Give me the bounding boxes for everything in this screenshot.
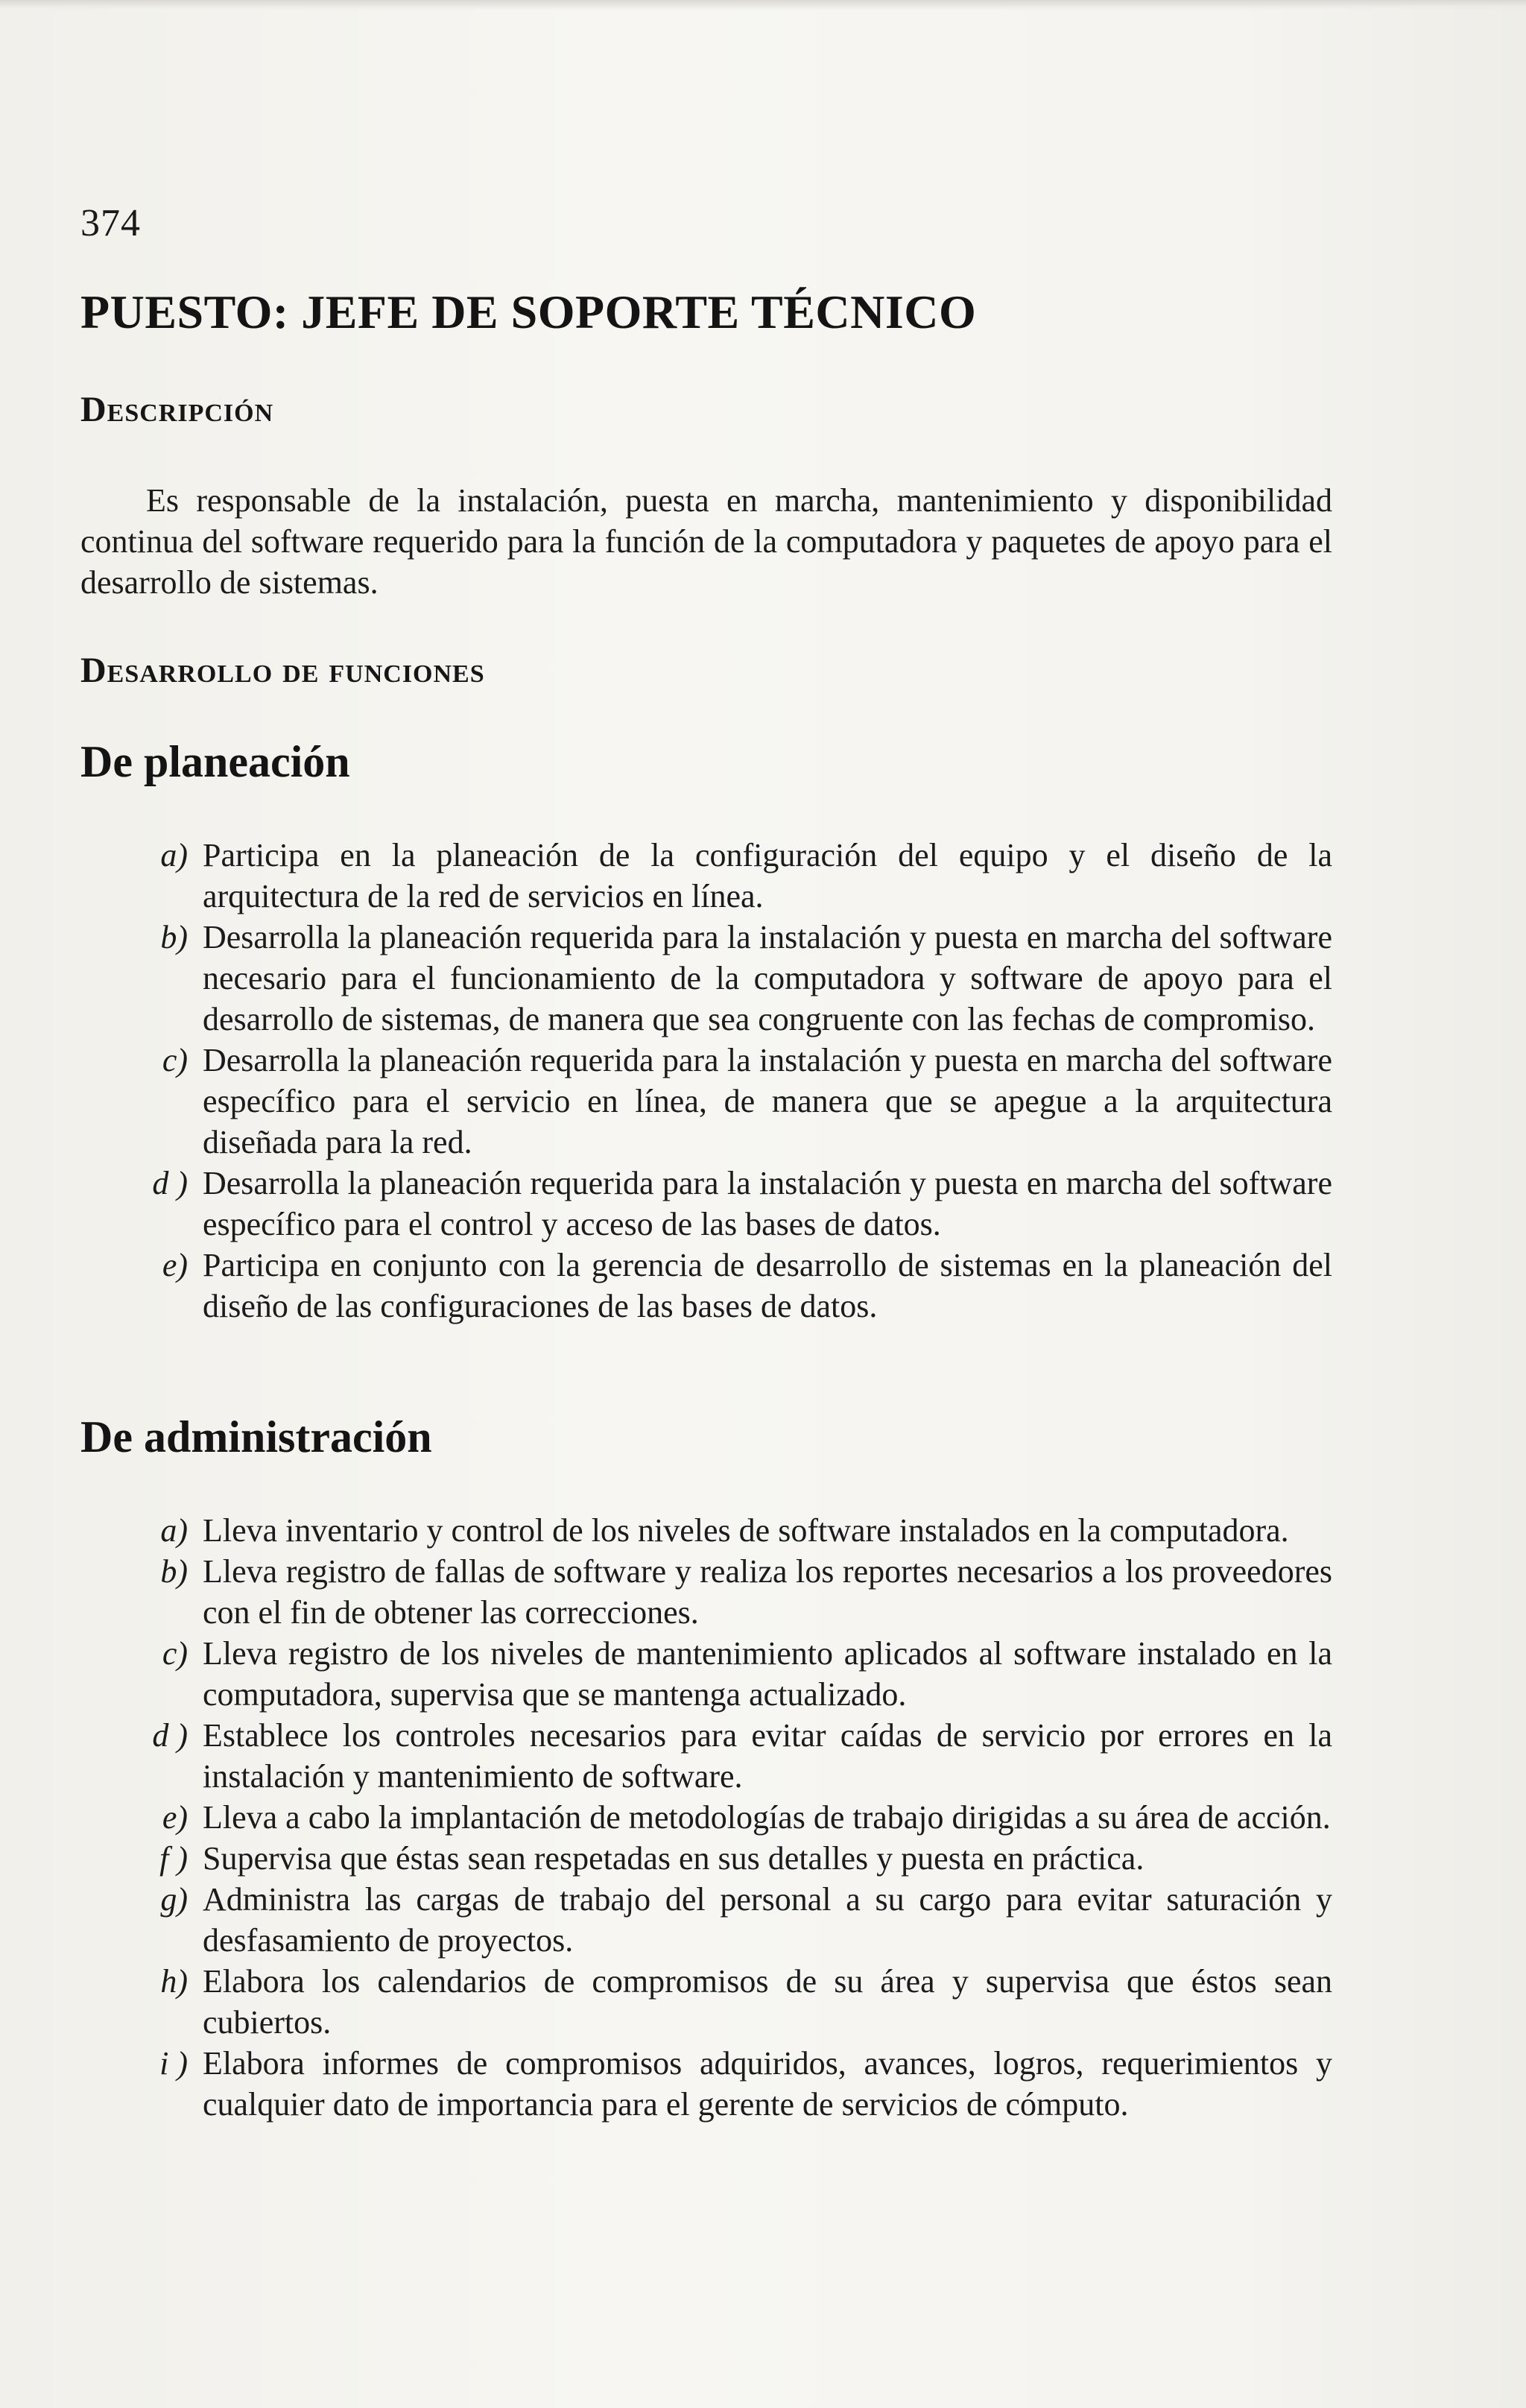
- administracion-list-item: [127, 1715, 1332, 1797]
- item-letter: d ): [152, 1717, 188, 1754]
- item-text: Desarrolla la planeación requerida para la instalación y puesta en marcha del software específico para el control y acceso de las bases de datos.: [203, 1165, 1332, 1242]
- item-text: Elabora los calendarios de compromisos de su área y supervisa que éstos sean cubiertos.: [203, 1963, 1332, 2041]
- item-letter: b): [160, 1553, 188, 1590]
- page-top-edge: [0, 0, 1526, 10]
- item-text: Desarrolla la planeación requerida para la instalación y puesta en marcha del software específico para el servicio en línea, de manera que se apegue a la arquitectura diseñada para la red.: [203, 1042, 1332, 1160]
- administracion-list-item: [127, 1510, 1332, 1551]
- item-text: Supervisa que éstas sean respetadas en sus detalles y puesta en práctica.: [203, 1840, 1144, 1877]
- item-letter: i ): [159, 2045, 188, 2082]
- subheading-administracion: De administración: [80, 1412, 432, 1461]
- planeacion-list-item: [127, 835, 1332, 917]
- administracion-list-item: [127, 1961, 1332, 2043]
- administracion-list-item: [127, 1879, 1332, 1961]
- item-letter: c): [162, 1635, 188, 1672]
- subheading-planeacion: De planeación: [80, 737, 350, 786]
- planeacion-list-item: [127, 1245, 1332, 1327]
- item-letter: g): [160, 1881, 188, 1918]
- item-text: Participa en la planeación de la configuración del equipo y el diseño de la arquitectura de la red de servicios en línea.: [203, 837, 1332, 914]
- item-letter: h): [160, 1963, 188, 2000]
- item-letter: a): [160, 837, 188, 873]
- item-text: Lleva inventario y control de los niveles de software instalados en la computadora.: [203, 1512, 1289, 1549]
- item-text: Participa en conjunto con la gerencia de desarrollo de sistemas en la planeación del diseño de las configuraciones de las bases de datos.: [203, 1247, 1332, 1324]
- descripcion-paragraph: Es responsable de la instalación, puesta en marcha, mantenimiento y disponibilidad continua del software requerido para la función de la computadora y paquetes de apoyo para el desarrollo de sistemas.: [80, 482, 1332, 601]
- planeacion-list-item: [127, 917, 1332, 1040]
- item-letter: e): [162, 1247, 188, 1283]
- planeacion-list: [127, 835, 1332, 1327]
- administracion-list-item: [127, 1551, 1332, 1633]
- item-letter: c): [162, 1042, 188, 1078]
- administracion-list-item: [127, 1797, 1332, 1838]
- section-label-descripcion: Descripción: [80, 390, 274, 429]
- administracion-list: [127, 1510, 1332, 2125]
- item-text: Establece los controles necesarios para evitar caídas de servicio por errores en la instalación y mantenimiento de software.: [203, 1717, 1332, 1795]
- administracion-list-item: [127, 1838, 1332, 1879]
- planeacion-list-item: [127, 1163, 1332, 1245]
- administracion-list-item: [127, 2043, 1332, 2125]
- planeacion-list-item: [127, 1040, 1332, 1163]
- page-title: PUESTO: JEFE DE SOPORTE TÉCNICO: [80, 285, 977, 338]
- page-number: 374: [80, 202, 141, 244]
- item-text: Desarrolla la planeación requerida para la instalación y puesta en marcha del software necesario para el funcionamiento de la computadora y software de apoyo para el desarrollo de sistemas, de manera que sea congruente con las fechas de compromiso.: [203, 919, 1332, 1037]
- item-text: Lleva a cabo la implantación de metodologías de trabajo dirigidas a su área de acción.: [203, 1799, 1331, 1836]
- item-letter: b): [160, 919, 188, 955]
- item-text: Elabora informes de compromisos adquiridos, avances, logros, requerimientos y cualquier dato de importancia para el gerente de servicios de cómputo.: [203, 2045, 1332, 2123]
- item-letter: f ): [159, 1840, 188, 1877]
- item-letter: d ): [152, 1165, 188, 1201]
- item-letter: a): [160, 1512, 188, 1549]
- item-letter: e): [162, 1799, 188, 1836]
- item-text: Lleva registro de los niveles de mantenimiento aplicados al software instalado en la computadora, supervisa que se mantenga actualizado.: [203, 1635, 1332, 1713]
- item-text: Administra las cargas de trabajo del personal a su cargo para evitar saturación y desfasamiento de proyectos.: [203, 1881, 1332, 1959]
- item-text: Lleva registro de fallas de software y realiza los reportes necesarios a los proveedores con el fin de obtener las correcciones.: [203, 1553, 1332, 1631]
- administracion-list-item: [127, 1633, 1332, 1715]
- section-label-desarrollo: Desarrollo de funciones: [80, 651, 485, 690]
